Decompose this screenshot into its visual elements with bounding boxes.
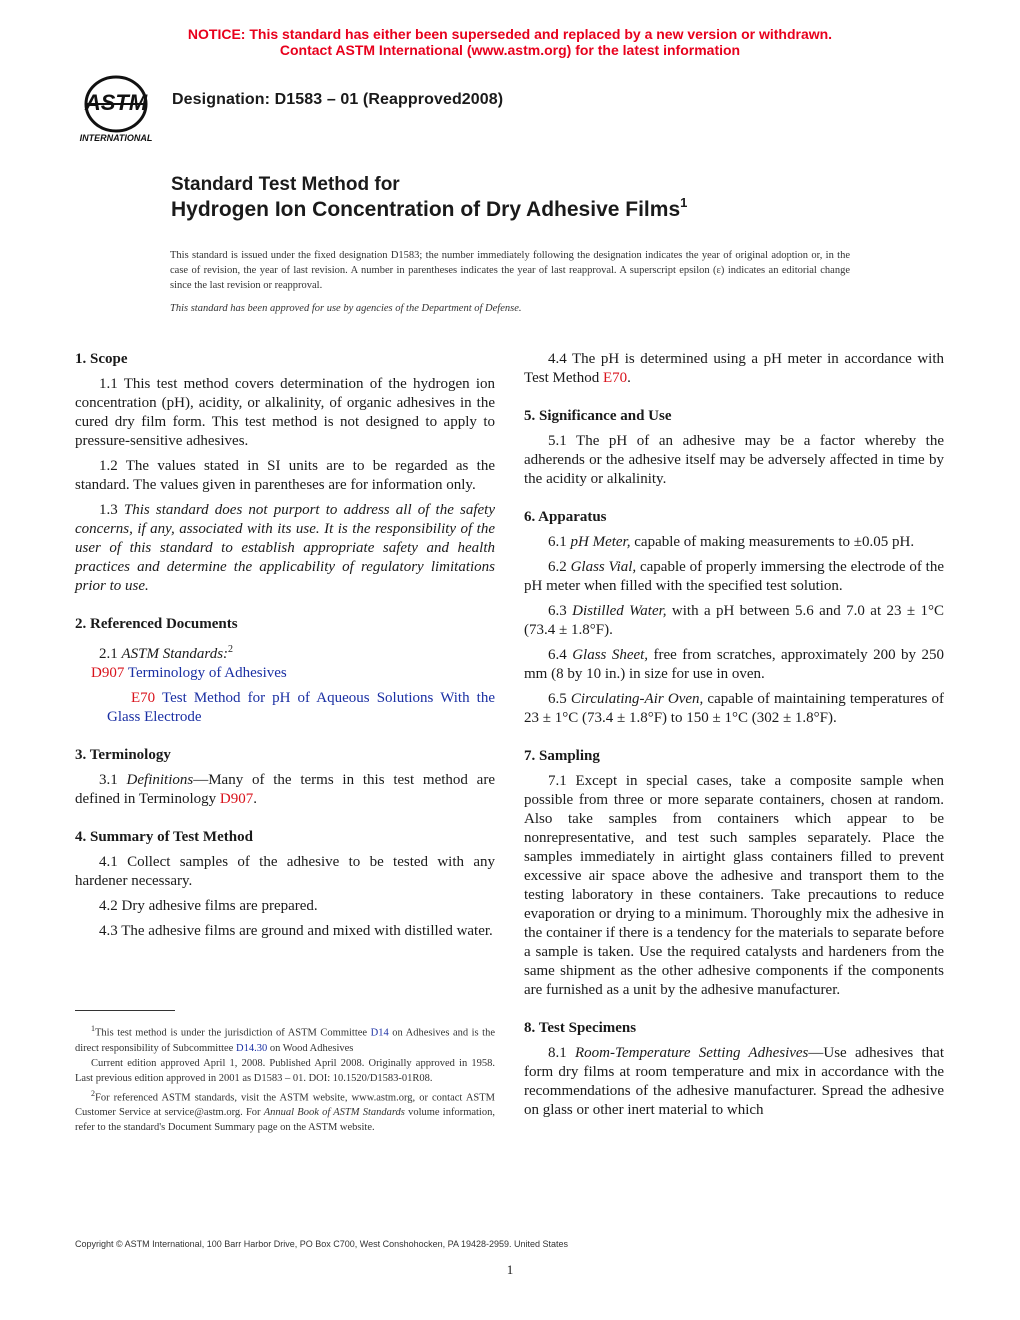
notice-line-1: NOTICE: This standard has either been superseded and replaced by a new version or withdrawn.: [187, 26, 833, 42]
title-line-2: [171, 195, 688, 222]
reference-item: E70 Test Method for pH of Aqueous Solutions With the Glass Electrode: [107, 690, 495, 725]
section-heading: 3. Terminology: [75, 747, 171, 763]
title-footnote-mark: 1: [680, 195, 688, 210]
paragraph: 2.1 ASTM Standards:$^2$: [99, 644, 234, 662]
paragraph: 1.3 This standard does not purport to address all of the safety concerns, if any, associated with its use. It is the responsibility of the user of this standard to establish appropriate safety and health practices and determine the applicability of regulatory limitations prior to use.: [75, 502, 496, 594]
paragraph: 6.3 Distilled Water, with a pH between 5.6 and 7.0 at 23 ± 1°C (73.4 ± 1.8°F).: [524, 603, 944, 638]
title-text: Hydrogen Ion Concentration of Dry Adhesive Films: [171, 198, 681, 221]
paragraph: 8.1 Room-Temperature Setting Adhesives—Use adhesives that form dry films at room temperature and mix in accordance with the recommendations of the adhesive manufacturer. Spread the adhesive on glass or other inert material to which: [524, 1045, 945, 1118]
reference-link[interactable]: D907: [219, 791, 254, 807]
section-heading: 1. Scope: [75, 351, 128, 367]
paragraph: 3.1 Definitions—Many of the terms in this test method are defined in Terminology D907.: [75, 772, 495, 807]
paragraph: 4.4 The pH is determined using a pH meter in accordance with Test Method E70.: [524, 351, 944, 386]
copyright: Copyright © ASTM International, 100 Barr Harbor Drive, PO Box C700, West Conshohocken, PA 19428-2959. United States: [75, 1239, 569, 1249]
paragraph: 7.1 Except in special cases, take a composite sample when possible from three or more separate containers, chosen at random. Also take samples from containers which appear to be nonrepresentative, and test such samples separately. Place the samples immediately in airtight glass containers filled to prevent excessive air space above the adhesive and transport them to the testing laboratory in these containers. Take precautions to reduce evaporation or drying to a minimum. Thoroughly mix the adhesive in the container if there is a tendency for the materials to separate before a sample is taken. Use the required catalysts and hardeners from the same shipment as the other adhesive components if the components are furnished as a unit by the adhesive manufacturer.: [524, 773, 944, 998]
designation: Designation: D1583 – 01 (Reapproved2008): [172, 91, 504, 108]
page-number: 1: [506, 1262, 514, 1277]
paragraph: 5.1 The pH of an adhesive may be a factor whereby the adherends or the adhesive itself may be adversely affected in time by the acidity or alkalinity.: [524, 433, 944, 487]
reference-link[interactable]: D907: [91, 665, 125, 681]
paragraph: 6.5 Circulating-Air Oven, capable of maintaining temperatures of 23 ± 1°C (73.4 ± 1.8°F) to 150 ± 1°C (302 ± 1.8°F).: [524, 691, 944, 726]
section-heading: 4. Summary of Test Method: [75, 829, 253, 845]
astm-logo: [76, 74, 160, 144]
right-column: [524, 350, 944, 1126]
reference-link[interactable]: E70: [131, 690, 156, 706]
paragraph: 6.2 Glass Vial, capable of properly immersing the electrode of the pH meter when filled with the specified test solution.: [524, 559, 945, 594]
subcommittee-link[interactable]: D14.30: [235, 1042, 268, 1054]
paragraph: 6.4 Glass Sheet, free from scratches, approximately 200 by 250 mm (8 by 10 in.) in size for use in oven.: [524, 647, 944, 682]
logo-text: ASTM: [84, 90, 148, 115]
reference-item: D907 Terminology of Adhesives: [91, 665, 287, 681]
paragraph: 1.1 This test method covers determination of the hydrogen ion concentration (pH), acidity, or alkalinity, of organic adhesives in the cured dry film form. This test method is not designed to apply to pressure-sensitive adhesives.: [75, 376, 495, 449]
paragraph: 1.2 The values stated in SI units are to be regarded as the standard. The values given in parentheses are for information only.: [75, 458, 495, 493]
intro-paragraph: This standard is issued under the fixed designation D1583; the number immediately following the designation indicates the year of original adoption or, in the case of revision, the year of last revision. A number in parentheses indicates the year of last reapproval. A superscript epsilon (ε) indicates an editorial change since the last revision or reapproval.: [170, 250, 850, 291]
paragraph: 6.1 pH Meter, capable of making measurements to ±0.05 pH.: [548, 534, 915, 550]
section-heading: 7. Sampling: [524, 748, 600, 764]
footnote: $^2$For referenced ASTM standards, visit the ASTM website, www.astm.org, or contact ASTM Customer Service at service@astm.org. For Annual Book of ASTM Standards volume information, refer to the standard's Document Summary page on the ASTM website.: [75, 1088, 495, 1133]
title-line-1: Standard Test Method for: [171, 174, 400, 195]
footnotes: [75, 1021, 495, 1135]
section-heading: 8. Test Specimens: [524, 1020, 637, 1036]
footnote: $^1$This test method is under the jurisdiction of ASTM Committee D14 on Adhesives and is the direct responsibility of Subcommittee D14.30 on Wood Adhesives: [75, 1024, 496, 1054]
footnote-divider: [75, 1010, 175, 1011]
footnote: Current edition approved April 1, 2008. Published April 2008. Originally approved in 1958. Last previous edition approved in 2001 as D1583 – 01. DOI: 10.1520/D1583-01R08.: [75, 1057, 495, 1084]
paragraph: 4.2 Dry adhesive films are prepared.: [99, 898, 318, 914]
notice-line-2: Contact ASTM International (www.astm.org) for the latest information: [279, 42, 741, 58]
paragraph: 4.3 The adhesive films are ground and mixed with distilled water.: [99, 923, 493, 939]
withdrawal-notice: [0, 26, 1020, 58]
defense-note: This standard has been approved for use by agencies of the Department of Defense.: [170, 303, 522, 314]
reference-link[interactable]: E70: [602, 370, 628, 386]
left-column: [75, 350, 495, 947]
logo-subtext: INTERNATIONAL: [79, 133, 153, 143]
committee-link[interactable]: D14: [370, 1027, 389, 1039]
paragraph: 4.1 Collect samples of the adhesive to be tested with any hardener necessary.: [75, 854, 495, 889]
section-heading: 5. Significance and Use: [524, 408, 672, 424]
section-heading: 2. Referenced Documents: [75, 616, 238, 632]
section-heading: 6. Apparatus: [524, 509, 607, 525]
